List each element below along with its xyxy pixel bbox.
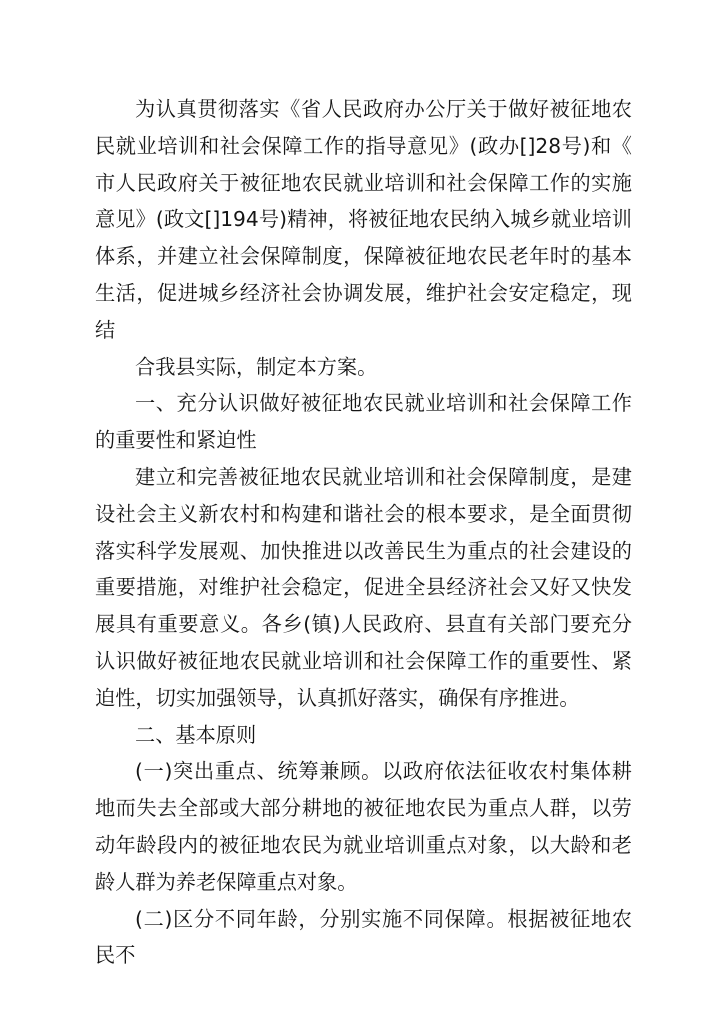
document-body: [95, 91, 632, 974]
paragraph-intro: 为认真贯彻落实《省人民政府办公厅关于做好被征地农民就业培训和社会保障工作的指导意见》(政办[]28号)和《市人民政府关于被征地农民就业培训和社会保障工作的实施意见》(政文[]194号)精神，将被征地农民纳入城乡就业培训体系，并建立社会保障制度，保障被征地农民老年时的基本生活，促进城乡经济社会协调发展，维护社会安定稳定，现结: [95, 97, 632, 342]
paragraph-section-1: 建立和完善被征地农民就业培训和社会保障制度，是建设社会主义新农村和构建和谐社会的根本要求，是全面贯彻落实科学发展观、加快推进以改善民生为重点的社会建设的重要措施，对维护社会稳定，促进全县经济社会又好又快发展具有重要意义。各乡(镇)人民政府、县直有关部门要充分认识做好被征地农民就业培训和社会保障工作的重要性、紧迫性，切实加强领导，认真抓好落实，确保有序推进。: [95, 464, 632, 710]
section-heading-1: 一、充分认识做好被征地农民就业培训和社会保障工作的重要性和紧迫性: [95, 391, 632, 453]
section-heading-2: 二、基本原则: [135, 722, 257, 747]
paragraph-intro-continued: 合我县实际，制定本方案。: [135, 354, 378, 379]
principle-2: (二)区分不同年龄，分别实施不同保障。根据被征地农民不: [95, 906, 632, 968]
principle-1: (一)突出重点、统筹兼顾。以政府依法征收农村集体耕地而失去全部或大部分耕地的被征地农民为重点人群，以劳动年龄段内的被征地农民为就业培训重点对象，以大龄和老龄人群为养老保障重点对象。: [95, 759, 632, 894]
